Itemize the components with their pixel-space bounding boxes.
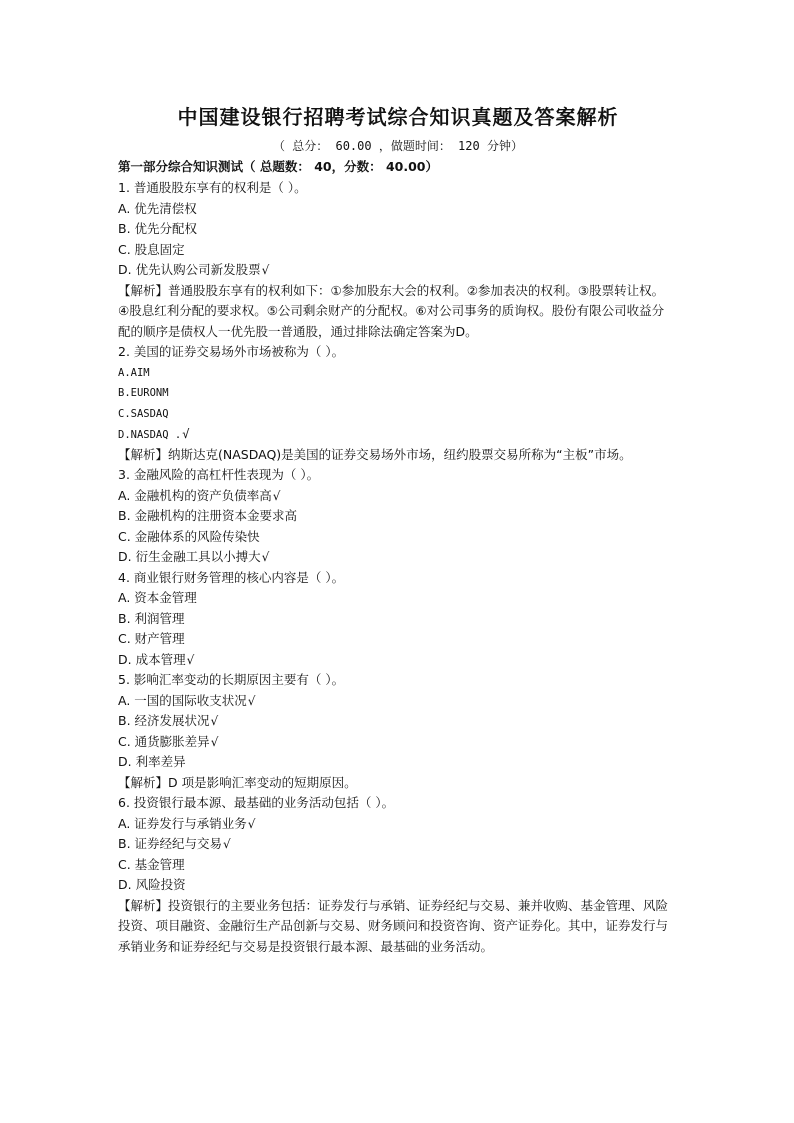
answer-option <box>118 219 678 240</box>
answer-option-text: A. 金融机构的资产负债率高 <box>118 487 272 503</box>
answer-option <box>118 240 678 261</box>
answer-option <box>118 424 678 445</box>
answer-option-text: C. 股息固定 <box>118 241 185 257</box>
check-mark-icon: √ <box>210 734 219 749</box>
answer-option <box>118 650 678 671</box>
question-item <box>118 793 678 957</box>
answer-option <box>118 752 678 773</box>
answer-option <box>118 547 678 568</box>
question-stem: 2. 美国的证券交易场外市场被称为（ ）。 <box>118 344 345 359</box>
answer-option <box>118 814 678 835</box>
answer-option <box>118 506 678 527</box>
answer-option <box>118 732 678 753</box>
document-subtitle: （ 总分： 60.00 ，做题时间： 120 分钟） <box>273 139 523 153</box>
answer-option-text: D. 风险投资 <box>118 877 186 892</box>
answer-option-text: C. 通货膨胀差异 <box>118 733 210 749</box>
check-mark-icon: √ <box>272 488 281 503</box>
answer-option <box>118 855 678 876</box>
check-mark-icon: √ <box>186 652 195 667</box>
answer-option-text: D. 成本管理 <box>118 651 186 667</box>
answer-option-text: B. 金融机构的注册资本金要求高 <box>118 508 298 523</box>
check-mark-icon: √ <box>261 263 270 277</box>
answer-option <box>118 691 678 712</box>
question-stem: 6. 投资银行最本源、最基础的业务活动包括（ ）。 <box>118 795 395 810</box>
answer-analysis: 【解析】投资银行的主要业务包括：证券发行与承销、证券经纪与交易、兼并收购、基金管理、风险投资、项目融资、金融衍生产品创新与交易、财务顾问和投资咨询、资产证券化。其中，证券发行与承销业务和证券经纪与交易是投资银行最本源、最基础的业务活动。 <box>118 897 669 954</box>
answer-option <box>118 629 678 650</box>
question-item <box>118 465 678 568</box>
answer-option <box>118 711 678 732</box>
question-item <box>118 670 678 793</box>
answer-option-text: D.NASDAQ . <box>118 429 182 441</box>
answer-option-text: A.AIM <box>118 366 150 379</box>
answer-option-text: D. 优先认购公司新发股票 <box>118 262 261 277</box>
question-item <box>118 568 678 671</box>
answer-option-text: D. 利率差异 <box>118 754 186 769</box>
answer-option-text: C. 金融体系的风险传染快 <box>118 528 260 544</box>
answer-option-text: C. 财产管理 <box>118 631 185 646</box>
answer-option <box>118 383 678 404</box>
question-stem: 1. 普通股股东享有的权利是（ ）。 <box>118 180 307 195</box>
document-title: 中国建设银行招聘考试综合知识真题及答案解析 <box>177 105 619 129</box>
answer-option-text: A. 证券发行与承销业务 <box>118 815 247 831</box>
answer-option <box>118 486 678 507</box>
answer-option-text: A. 优先清偿权 <box>118 200 197 216</box>
answer-option <box>118 834 678 855</box>
answer-analysis: 【解析】D 项是影响汇率变动的短期原因。 <box>118 774 357 790</box>
section-heading: 第一部分综合知识测试（ 总题数： 40，分数： 40.00） <box>118 159 438 174</box>
answer-option-text: A. 一国的国际收支状况 <box>118 692 247 708</box>
question-list <box>118 178 678 957</box>
question-stem: 3. 金融风险的高杠杆性表现为（ ）。 <box>118 467 320 482</box>
answer-option-text: C.SASDAQ <box>118 407 169 420</box>
question-item <box>118 178 678 342</box>
check-mark-icon: √ <box>223 837 231 851</box>
document-page <box>118 100 678 957</box>
answer-option-text: D. 衍生金融工具以小搏大 <box>118 549 261 564</box>
answer-option-text: B. 优先分配权 <box>118 221 198 236</box>
answer-option <box>118 875 678 896</box>
answer-option <box>118 527 678 548</box>
answer-option-text: B.EURONM <box>118 387 169 399</box>
answer-option-text: B. 利润管理 <box>118 610 185 626</box>
check-mark-icon: √ <box>210 714 219 728</box>
answer-option-text: B. 证券经纪与交易 <box>118 836 223 851</box>
answer-option <box>118 609 678 630</box>
answer-option <box>118 404 678 425</box>
check-mark-icon: √ <box>182 427 190 441</box>
answer-option <box>118 199 678 220</box>
answer-option <box>118 363 678 384</box>
check-mark-icon: √ <box>247 816 256 831</box>
check-mark-icon: √ <box>247 693 256 708</box>
answer-analysis: 【解析】纳斯达克(NASDAQ)是美国的证券交易场外市场，纽约股票交易所称为“主板”市场。 <box>118 446 632 462</box>
answer-option-text: B. 经济发展状况 <box>118 713 210 728</box>
question-stem: 4. 商业银行财务管理的核心内容是（ ）。 <box>118 569 345 585</box>
answer-analysis: 【解析】普通股股东享有的权利如下：①参加股东大会的权利。②参加表决的权利。③股票转让权。④股息红利分配的要求权。⑤公司剩余财产的分配权。⑥对公司事务的质询权。股份有限公司收益分配的顺序是债权人一优先股一普通股，通过排除法确定答案为D。 <box>118 282 665 339</box>
check-mark-icon: √ <box>261 550 270 564</box>
question-item <box>118 342 678 465</box>
answer-option-text: C. 基金管理 <box>118 856 185 872</box>
answer-option-text: A. 资本金管理 <box>118 590 197 605</box>
answer-option <box>118 588 678 609</box>
answer-option <box>118 260 678 281</box>
question-stem: 5. 影响汇率变动的长期原因主要有（ ）。 <box>118 672 345 687</box>
